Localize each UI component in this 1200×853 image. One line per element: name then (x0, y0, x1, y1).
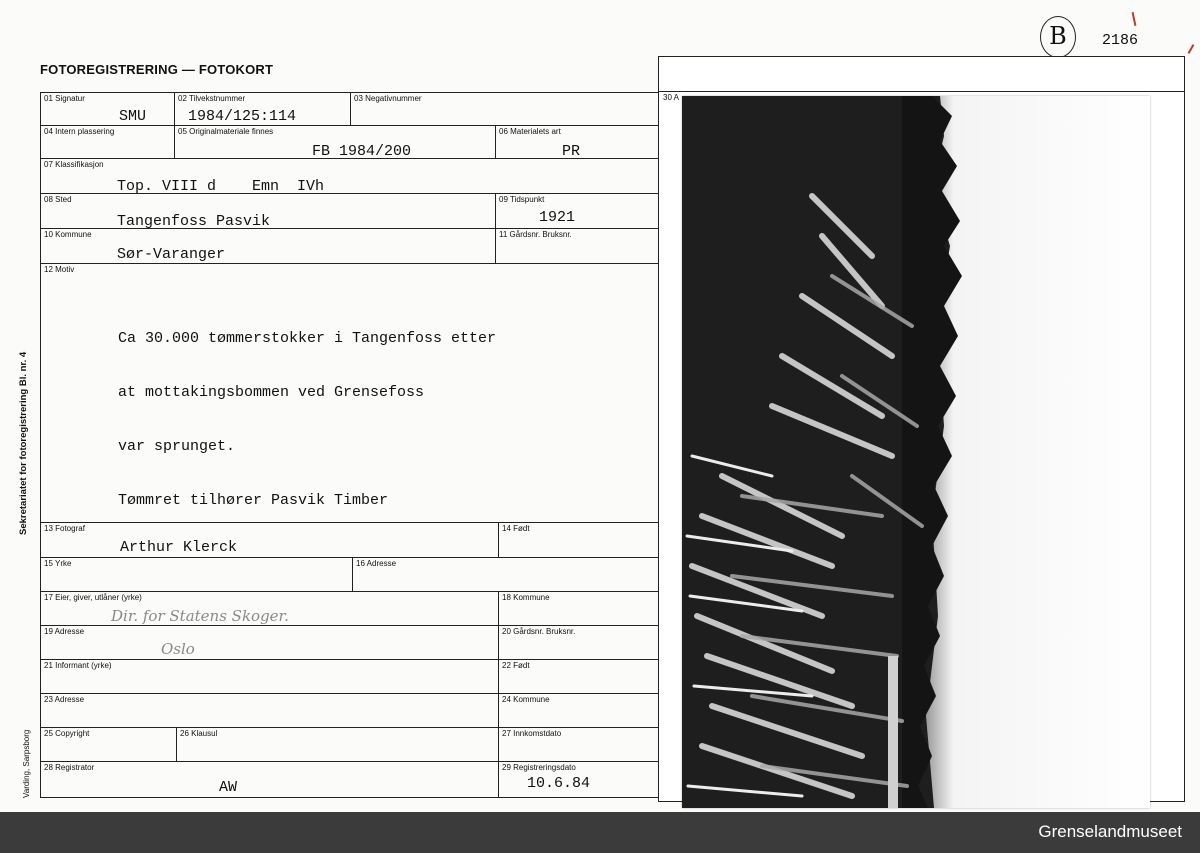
field-label: 22 Født (502, 661, 530, 670)
field-label: 25 Copyright (44, 729, 90, 738)
field-eier (40, 591, 499, 626)
motiv-line: var sprunget. (118, 438, 236, 455)
field-label: 23 Adresse (44, 695, 85, 704)
motiv-line: Ca 30.000 tømmerstokker i Tangenfoss etter (118, 330, 497, 347)
field-value: SMU (119, 108, 147, 125)
field-label: 24 Kommune (502, 695, 550, 704)
footer-bar (0, 812, 1200, 853)
field-tidspunkt (495, 193, 659, 229)
frame-divider (659, 91, 1184, 92)
field-label: 19 Adresse (44, 627, 85, 636)
field-value: AW (219, 779, 238, 796)
field-adresse-2 (40, 625, 499, 660)
field-label: 27 Innkomstdato (502, 729, 562, 738)
field-registrator (40, 761, 499, 798)
field-label: 01 Signatur (44, 94, 85, 103)
museum-name: Grenselandmuseet (1038, 822, 1182, 841)
field-fodt-2 (498, 659, 662, 694)
motiv-text (118, 294, 496, 546)
field-value-handwritten: Oslo (161, 640, 195, 658)
field-kommune (40, 228, 496, 264)
card-number: 2186 (1102, 32, 1139, 49)
field-value-handwritten: Dir. for Statens Skoger. (111, 607, 289, 625)
field-gardsnr-2 (498, 625, 662, 660)
field-gardsnr (495, 228, 659, 264)
red-tick-mark (1132, 12, 1137, 26)
field-label: 13 Fotograf (44, 524, 85, 533)
field-originalmateriale (174, 125, 496, 159)
field-label: 26 Klausul (180, 729, 218, 738)
field-label: 16 Adresse (356, 559, 397, 568)
field-yrke (40, 557, 353, 592)
field-copyright (40, 727, 177, 762)
field-label: 15 Yrke (44, 559, 72, 568)
field-tilvekstnummer (174, 92, 351, 126)
field-value: PR (562, 143, 581, 160)
field-adresse-3 (40, 693, 499, 728)
field-sted (40, 193, 496, 229)
field-kommune-2 (498, 591, 662, 626)
field-label: 11 Gårdsnr. Bruksnr. (499, 230, 572, 239)
red-tick-mark (1188, 44, 1195, 54)
field-label: 30 A (663, 93, 680, 102)
field-value: Sør-Varanger (117, 246, 226, 263)
field-innkomstdato (498, 727, 662, 762)
field-fotograf (40, 522, 499, 558)
field-klausul (176, 727, 499, 762)
field-value: Top. VIII d Emn IVh (117, 178, 325, 195)
field-label: 05 Originalmateriale finnes (178, 127, 274, 136)
field-value: 1984/125:114 (188, 108, 297, 125)
motiv-line: at mottakingsbommen ved Grensefoss (118, 384, 425, 401)
printer-label: Varding, Sarpsborg (22, 729, 31, 798)
field-registreringsdato (498, 761, 662, 798)
field-label: 28 Registrator (44, 763, 95, 772)
field-klassifikasjon (40, 158, 659, 194)
field-value: Arthur Klerck (120, 539, 238, 556)
card-title: FOTOREGISTRERING — FOTOKORT (40, 62, 274, 77)
field-label: 12 Motiv (44, 265, 75, 274)
field-value: Tangenfoss Pasvik (117, 213, 271, 230)
field-fodt (498, 522, 662, 558)
field-label: 29 Registreringsdato (502, 763, 576, 772)
field-materialets-art (495, 125, 659, 159)
field-label: 08 Sted (44, 195, 72, 204)
field-value: 10.6.84 (527, 775, 591, 792)
field-label: 09 Tidspunkt (499, 195, 545, 204)
field-label: 14 Født (502, 524, 530, 533)
field-signatur (40, 92, 175, 126)
field-negativnummer (350, 92, 659, 126)
field-label: 21 Informant (yrke) (44, 661, 112, 670)
stamp-mark: B (1040, 16, 1076, 58)
field-label: 18 Kommune (502, 593, 550, 602)
field-label: 07 Klassifikasjon (44, 160, 104, 169)
field-label: 10 Kommune (44, 230, 92, 239)
field-label: 02 Tilvekstnummer (178, 94, 246, 103)
field-adresse (352, 557, 662, 592)
field-value: FB 1984/200 (312, 143, 412, 160)
field-intern-plassering (40, 125, 175, 159)
motiv-line: Tømmret tilhører Pasvik Timber (118, 492, 389, 509)
field-kommune-3 (498, 693, 662, 728)
field-label: 06 Materialets art (499, 127, 561, 136)
field-label: 04 Intern plassering (44, 127, 115, 136)
field-label: 20 Gårdsnr. Bruksnr. (502, 627, 576, 636)
field-value: 1921 (539, 209, 576, 226)
field-label: 03 Negativnummer (354, 94, 422, 103)
mounted-photograph (682, 96, 1150, 808)
photograph-timber-logs (682, 96, 1150, 808)
field-informant (40, 659, 499, 694)
field-label: 17 Eier, giver, utlåner (yrke) (44, 593, 142, 602)
side-text-label: Sekretariatet for fotoregistrering Bl. nr. 4 (18, 351, 29, 535)
